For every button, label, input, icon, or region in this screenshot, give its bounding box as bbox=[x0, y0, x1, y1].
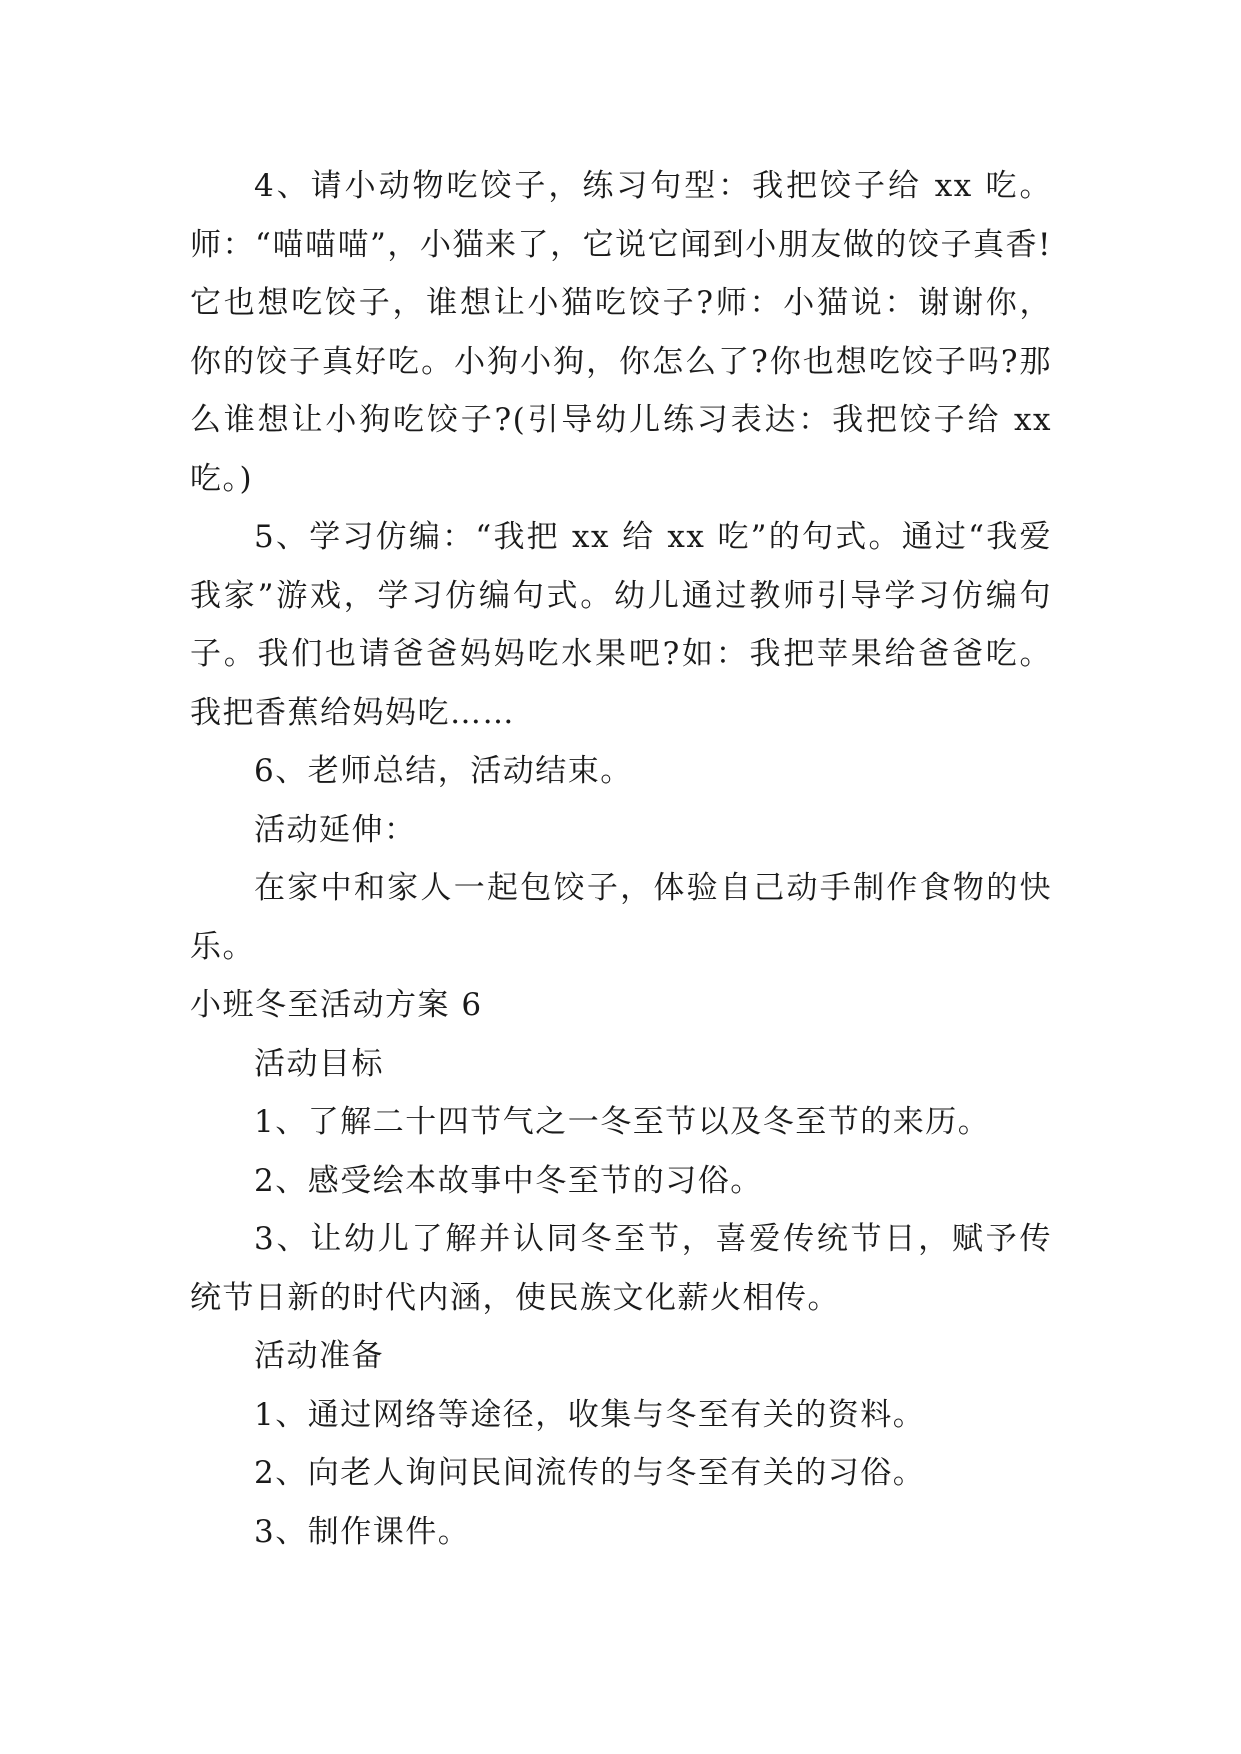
section-label-extension: 活动延伸： bbox=[254, 811, 417, 848]
section-heading-plan-6: 小班冬至活动方案 6 bbox=[190, 987, 483, 1023]
goal-item-2: 2、感受绘本故事中冬至节的习俗。 bbox=[254, 1162, 763, 1199]
paragraph-step-5: 5、学习仿编：“我把 xx 给 xx 吃”的句式。通过“我爱我家”游戏，学习仿编句式。幼儿通过教师引导学习仿编句子。我们也请爸爸妈妈吃水果吧?如：我把苹果给爸爸吃。我把香蕉给妈妈吃…… bbox=[190, 519, 1052, 731]
paragraph-extension: 在家中和家人一起包饺子，体验自己动手制作食物的快乐。 bbox=[190, 870, 1052, 965]
goal-item-1: 1、了解二十四节气之一冬至节以及冬至节的来历。 bbox=[254, 1104, 991, 1140]
document-body bbox=[190, 157, 1052, 1561]
section-label-preparation: 活动准备 bbox=[254, 1338, 384, 1374]
paragraph-step-6: 6、老师总结，活动结束。 bbox=[254, 753, 633, 789]
section-label-goals: 活动目标 bbox=[254, 1045, 384, 1082]
paragraph-step-4: 4、请小动物吃饺子，练习句型：我把饺子给 xx 吃。师：“喵喵喵”，小猫来了，它说它闻到小朋友做的饺子真香!它也想吃饺子，谁想让小猫吃饺子?师：小猫说：谢谢你，你的饺子真好吃。小狗小狗，你怎么了?你也想吃饺子吗?那么谁想让小狗吃饺子?(引导幼儿练习表达：我把饺子给 xx 吃。) bbox=[190, 168, 1052, 497]
goal-item-3: 3、让幼儿了解并认同冬至节，喜爱传统节日，赋予传统节日新的时代内涵，使民族文化薪火相传。 bbox=[190, 1221, 1052, 1316]
preparation-item-1: 1、通过网络等途径，收集与冬至有关的资料。 bbox=[254, 1396, 926, 1433]
preparation-item-3: 3、制作课件。 bbox=[254, 1513, 471, 1550]
preparation-item-2: 2、向老人询问民间流传的与冬至有关的习俗。 bbox=[254, 1455, 926, 1491]
